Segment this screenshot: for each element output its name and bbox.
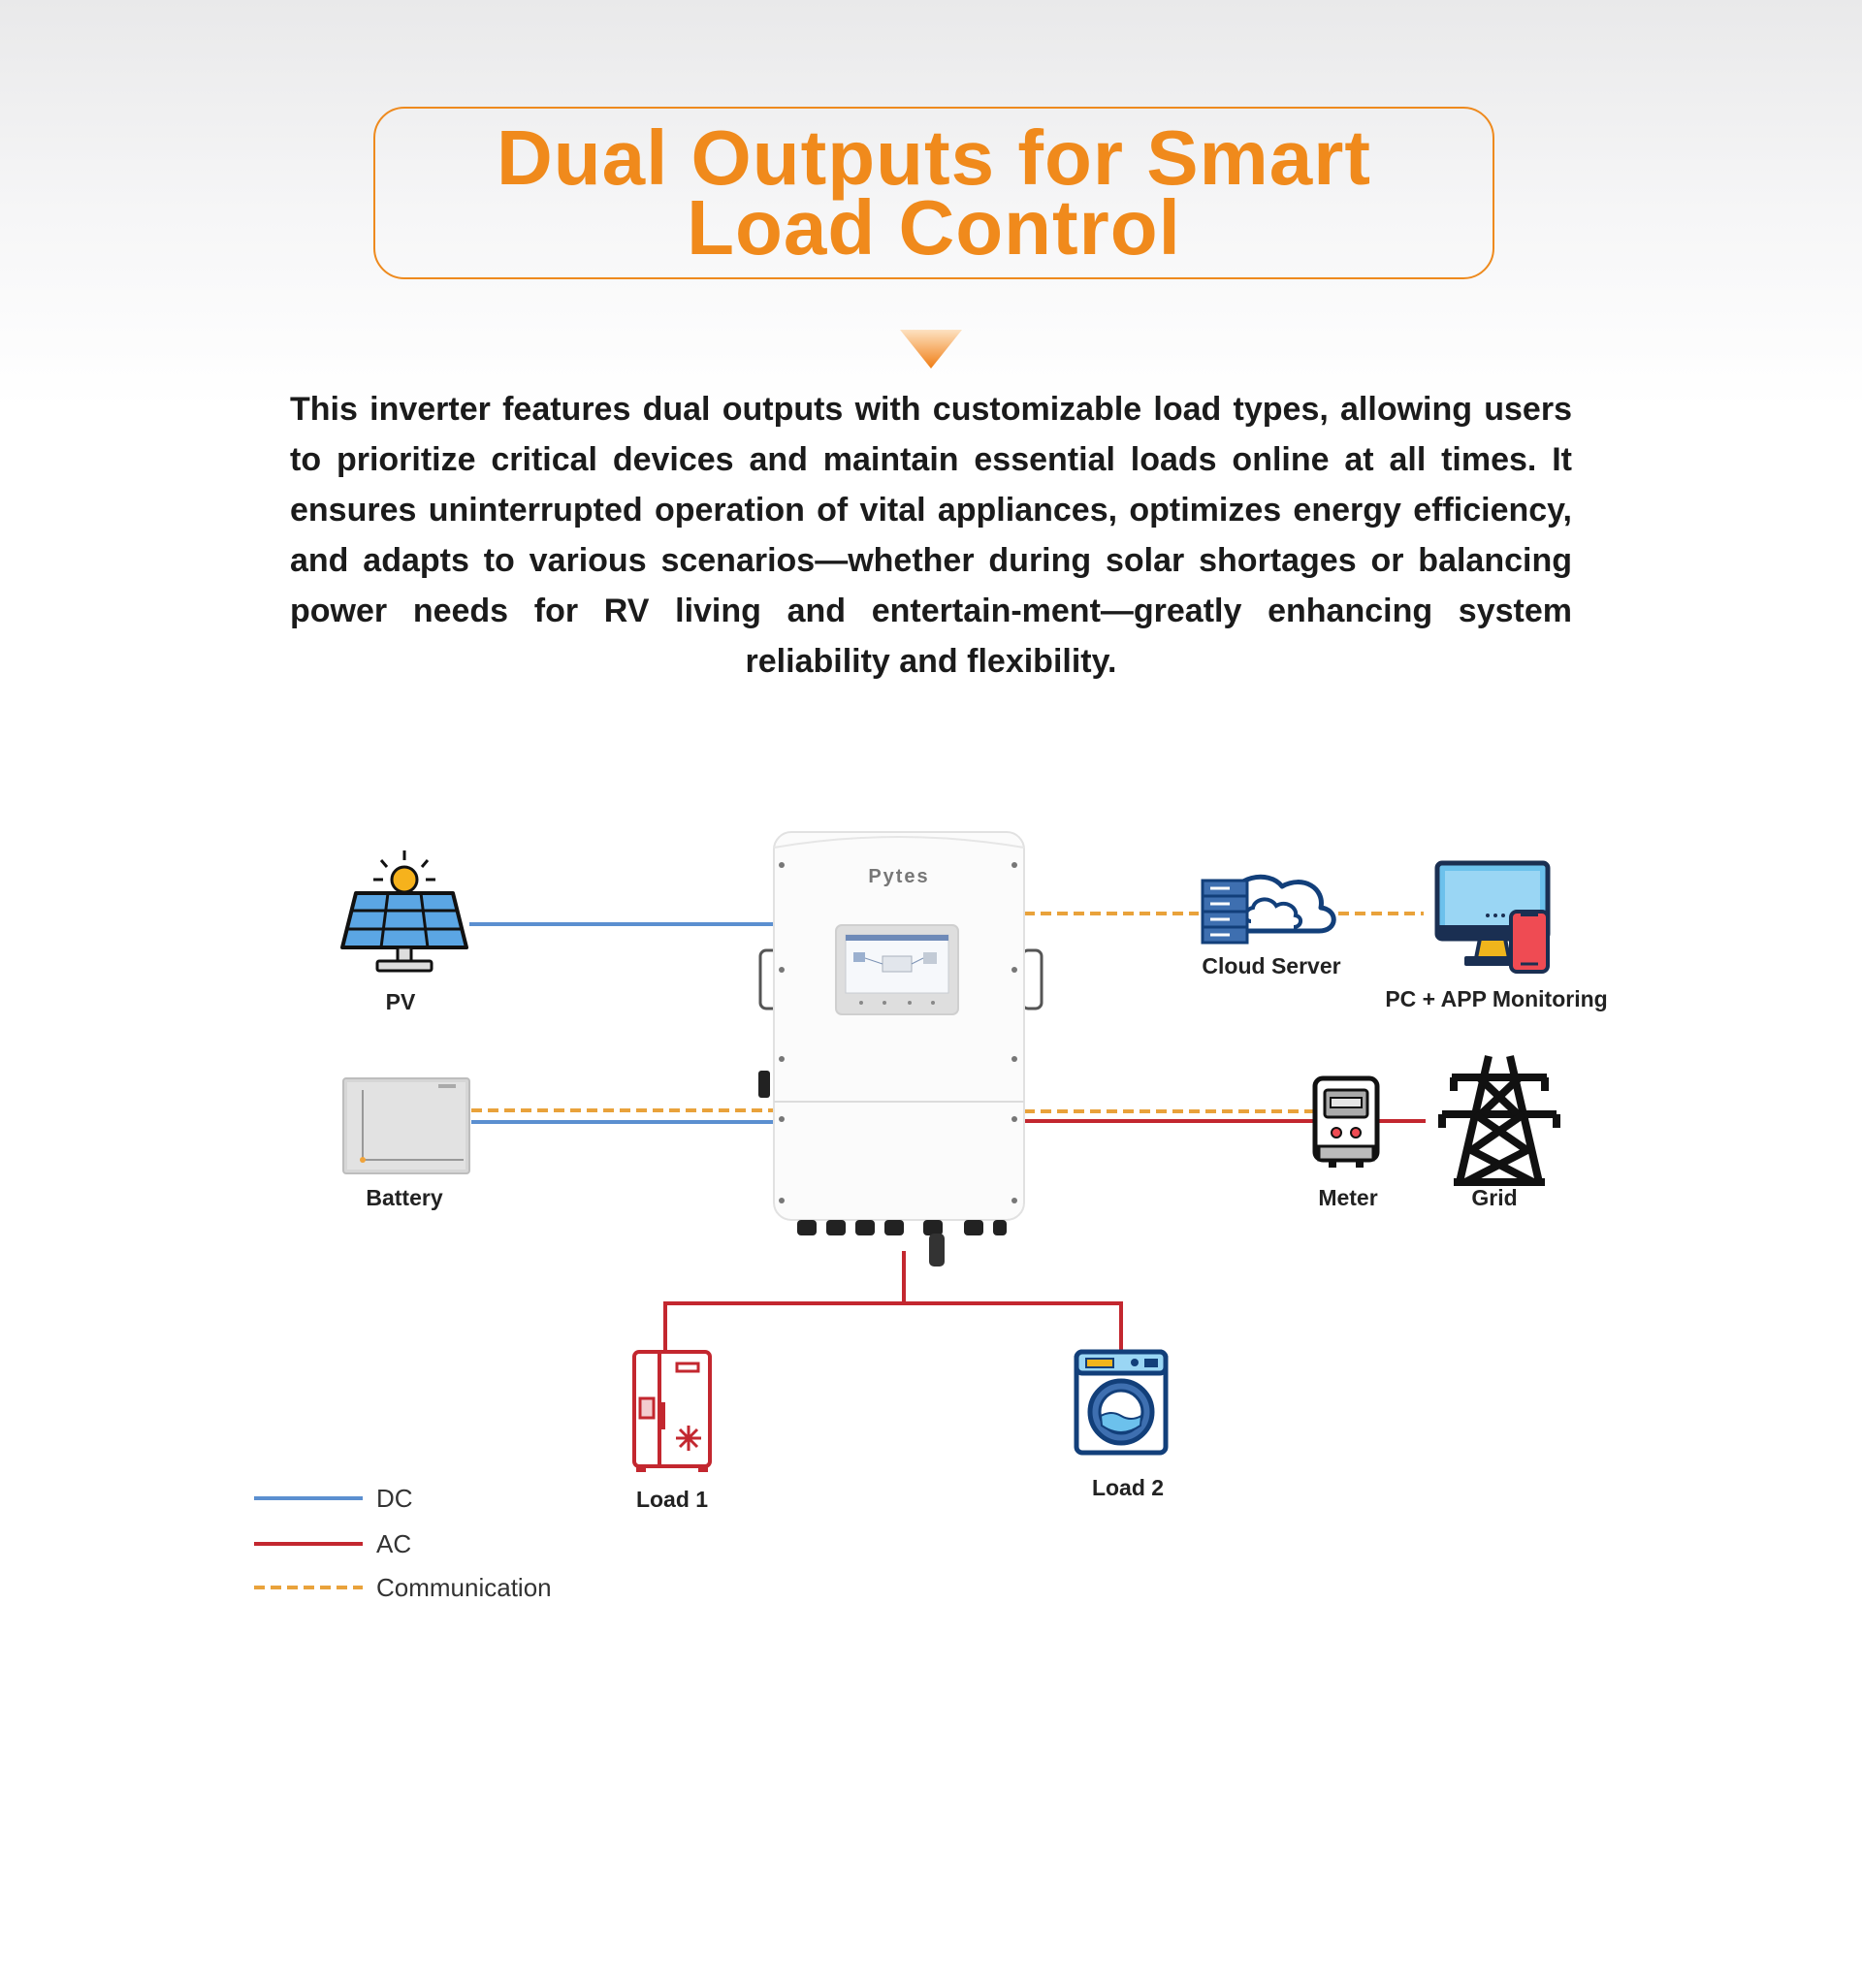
meter-icon [1315, 1078, 1377, 1168]
label-load2: Load 2 [1091, 1475, 1165, 1500]
grid-tower-icon [1442, 1056, 1557, 1182]
monitor-phone-icon [1437, 863, 1548, 972]
label-monitoring: PC + APP Monitoring [1385, 986, 1608, 1011]
label-grid: Grid [1471, 1185, 1518, 1210]
title-line-2: Load Control [687, 184, 1181, 271]
fridge-icon [634, 1352, 710, 1472]
label-meter: Meter [1318, 1185, 1378, 1210]
inverter-icon [758, 832, 1042, 1267]
legend-comm-label: Communication [376, 1573, 552, 1602]
cloud-server-icon [1203, 877, 1333, 943]
label-pv: PV [385, 989, 416, 1014]
title-line-1: Dual Outputs for Smart [496, 114, 1372, 201]
battery-icon [343, 1078, 469, 1173]
load2-ac-line [904, 1303, 1121, 1350]
label-battery: Battery [366, 1185, 443, 1210]
loads-ac-line [665, 1251, 904, 1350]
legend [254, 1498, 363, 1587]
inverter-brand: Pytes [868, 866, 930, 887]
legend-dc-label: DC [376, 1484, 413, 1513]
legend-ac-label: AC [376, 1529, 412, 1558]
label-load1: Load 1 [635, 1487, 709, 1512]
description-text: This inverter features dual outputs with customizable load types, allowing users to prioritize critical devices and maintain essential loads online at all times. It ensures uninterrupted operation of vital appliances, optimizes energy efficiency, and adapts to various scenarios—whether during solar shortages or balancing power needs for RV living and entertain-ment—greatly enhancing system reliability and flexibility. [290, 391, 1572, 680]
washing-machine-icon [1076, 1352, 1166, 1453]
solar-panel-icon [342, 850, 466, 971]
label-cloud-server: Cloud Server [1202, 953, 1341, 978]
